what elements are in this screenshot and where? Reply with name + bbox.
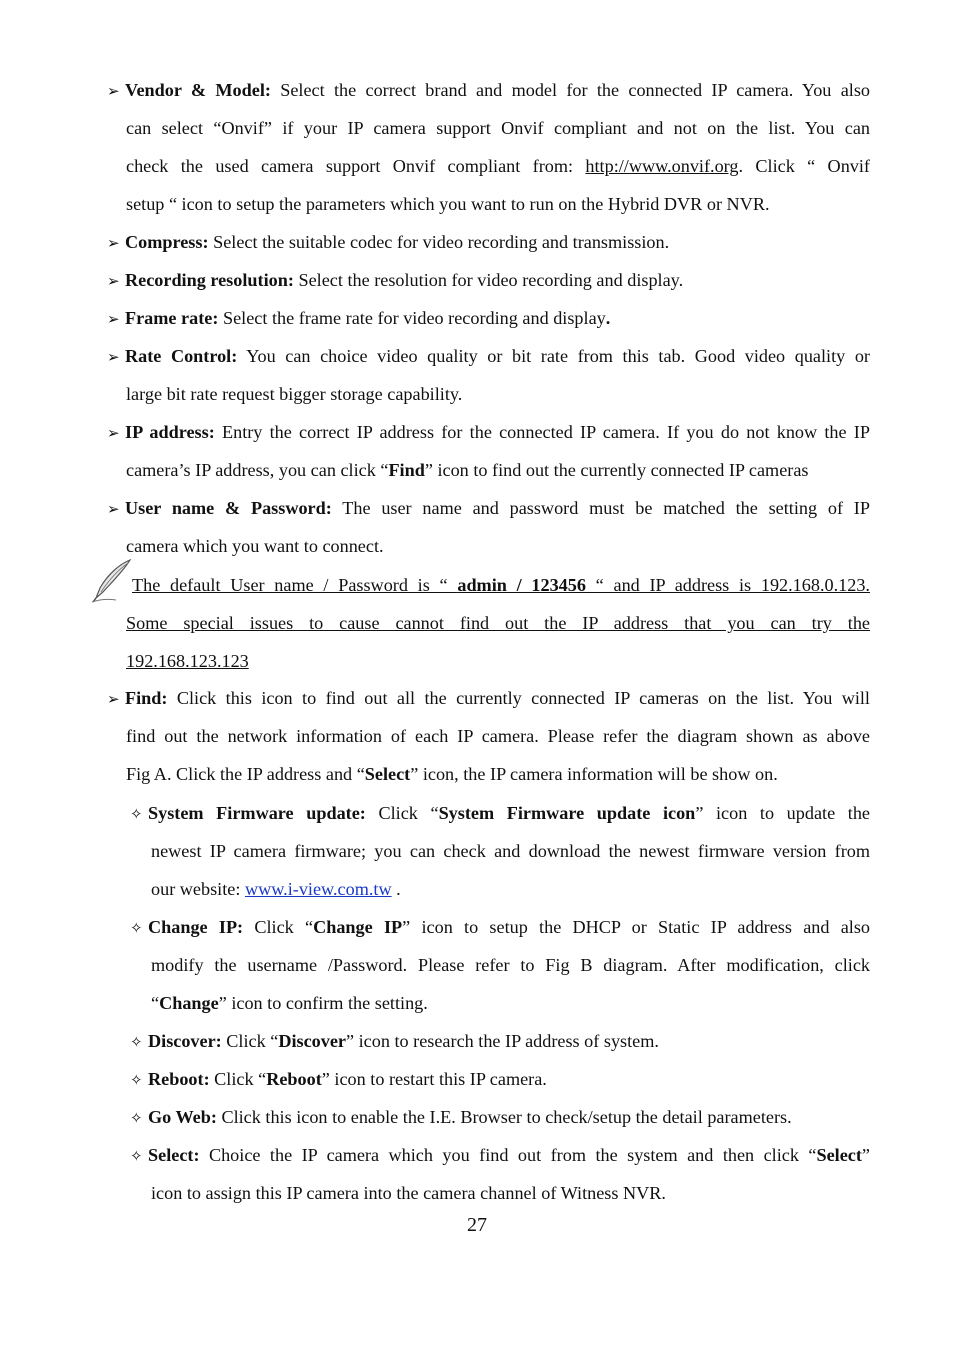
- recording-resolution-item: ➢ Recording resolution: Select the resolution for video recording and display.: [107, 261, 870, 299]
- arrow-bullet-icon: ➢: [107, 502, 120, 518]
- default-credentials-note: The default User name / Password is “ admin / 123456 “ and IP address is 192.168.0.123. Some special issues to cause cannot find out the IP address that you can try the 192.168.123.123: [126, 575, 870, 671]
- diamond-bullet-icon: ✧: [130, 1035, 143, 1051]
- change-ip-label: Change IP:: [148, 917, 244, 937]
- rate-control-item: ➢ Rate Control: You can choice video quality or bit rate from this tab. Good video quality or large bit rate request bigger storage capability.: [107, 337, 870, 413]
- diamond-bullet-icon: ✧: [130, 1111, 143, 1127]
- arrow-bullet-icon: ➢: [107, 692, 120, 708]
- diamond-bullet-icon: ✧: [130, 921, 143, 937]
- vendor-model-item: ➢ Vendor & Model: Select the correct brand and model for the connected IP camera. You also can select “Onvif” if your IP camera support Onvif compliant and not on the list. You can check the used camera support Onvif compliant from: http://www.onvif.org. Click “ Onvif setup “ icon to setup the parameters which you want to run on the Hybrid DVR or NVR.: [107, 71, 870, 223]
- user-password-label: User name & Password:: [125, 498, 332, 518]
- arrow-bullet-icon: ➢: [107, 350, 120, 366]
- change-ip-item: ✧ Change IP: Click “Change IP” icon to setup the DHCP or Static IP address and also modify the username /Password. Please refer to Fig B diagram. After modification, click “Change” icon to confirm the setting.: [130, 908, 870, 1022]
- rate-control-label: Rate Control:: [125, 346, 238, 366]
- select-item: ✧ Select: Choice the IP camera which you find out from the system and then click “Select” icon to assign this IP camera into the camera channel of Witness NVR.: [130, 1136, 870, 1212]
- arrow-bullet-icon: ➢: [107, 426, 120, 442]
- diamond-bullet-icon: ✧: [130, 1073, 143, 1089]
- reboot-label: Reboot:: [148, 1069, 210, 1089]
- vendor-model-label: Vendor & Model:: [125, 80, 271, 100]
- firmware-update-label: System Firmware update:: [148, 803, 366, 823]
- compress-item: ➢ Compress: Select the suitable codec for video recording and transmission.: [107, 223, 870, 261]
- compress-label: Compress:: [125, 232, 209, 252]
- arrow-bullet-icon: ➢: [107, 274, 120, 290]
- ip-address-item: ➢ IP address: Entry the correct IP address for the connected IP camera. If you do not know the IP camera’s IP address, you can click “Find” icon to find out the currently connected IP cameras: [107, 413, 870, 489]
- select-label: Select:: [148, 1145, 200, 1165]
- recording-resolution-label: Recording resolution:: [125, 270, 294, 290]
- discover-item: ✧ Discover: Click “Discover” icon to research the IP address of system.: [130, 1022, 870, 1060]
- onvif-link[interactable]: http://www.onvif.org: [585, 156, 739, 176]
- frame-rate-label: Frame rate:: [125, 308, 219, 328]
- firmware-update-item: ✧ System Firmware update: Click “System Firmware update icon” icon to update the newest IP camera firmware; you can check and download the newest firmware version from our website: www.i-view.com.tw .: [130, 794, 870, 908]
- user-password-item: ➢ User name & Password: The user name and password must be matched the setting of IP camera which you want to connect.: [107, 489, 870, 565]
- go-web-item: ✧ Go Web: Click this icon to enable the I.E. Browser to check/setup the detail parameters.: [130, 1098, 870, 1136]
- discover-label: Discover:: [148, 1031, 222, 1051]
- go-web-label: Go Web:: [148, 1107, 217, 1127]
- find-label: Find:: [125, 688, 168, 708]
- ip-address-label: IP address:: [125, 422, 215, 442]
- diamond-bullet-icon: ✧: [130, 1149, 143, 1165]
- reboot-item: ✧ Reboot: Click “Reboot” icon to restart this IP camera.: [130, 1060, 870, 1098]
- arrow-bullet-icon: ➢: [107, 84, 120, 100]
- diamond-bullet-icon: ✧: [130, 807, 143, 823]
- page-number: 27: [467, 1214, 487, 1236]
- find-item: ➢ Find: Click this icon to find out all the currently connected IP cameras on the list. You will find out the network information of each IP camera. Please refer the diagram shown as above Fig A. Click the IP address and “Select” icon, the IP camera information will be show on.: [107, 679, 870, 793]
- frame-rate-item: ➢ Frame rate: Select the frame rate for video recording and display.: [107, 299, 870, 337]
- arrow-bullet-icon: ➢: [107, 236, 120, 252]
- arrow-bullet-icon: ➢: [107, 312, 120, 328]
- iview-website-link[interactable]: www.i-view.com.tw: [244, 879, 392, 899]
